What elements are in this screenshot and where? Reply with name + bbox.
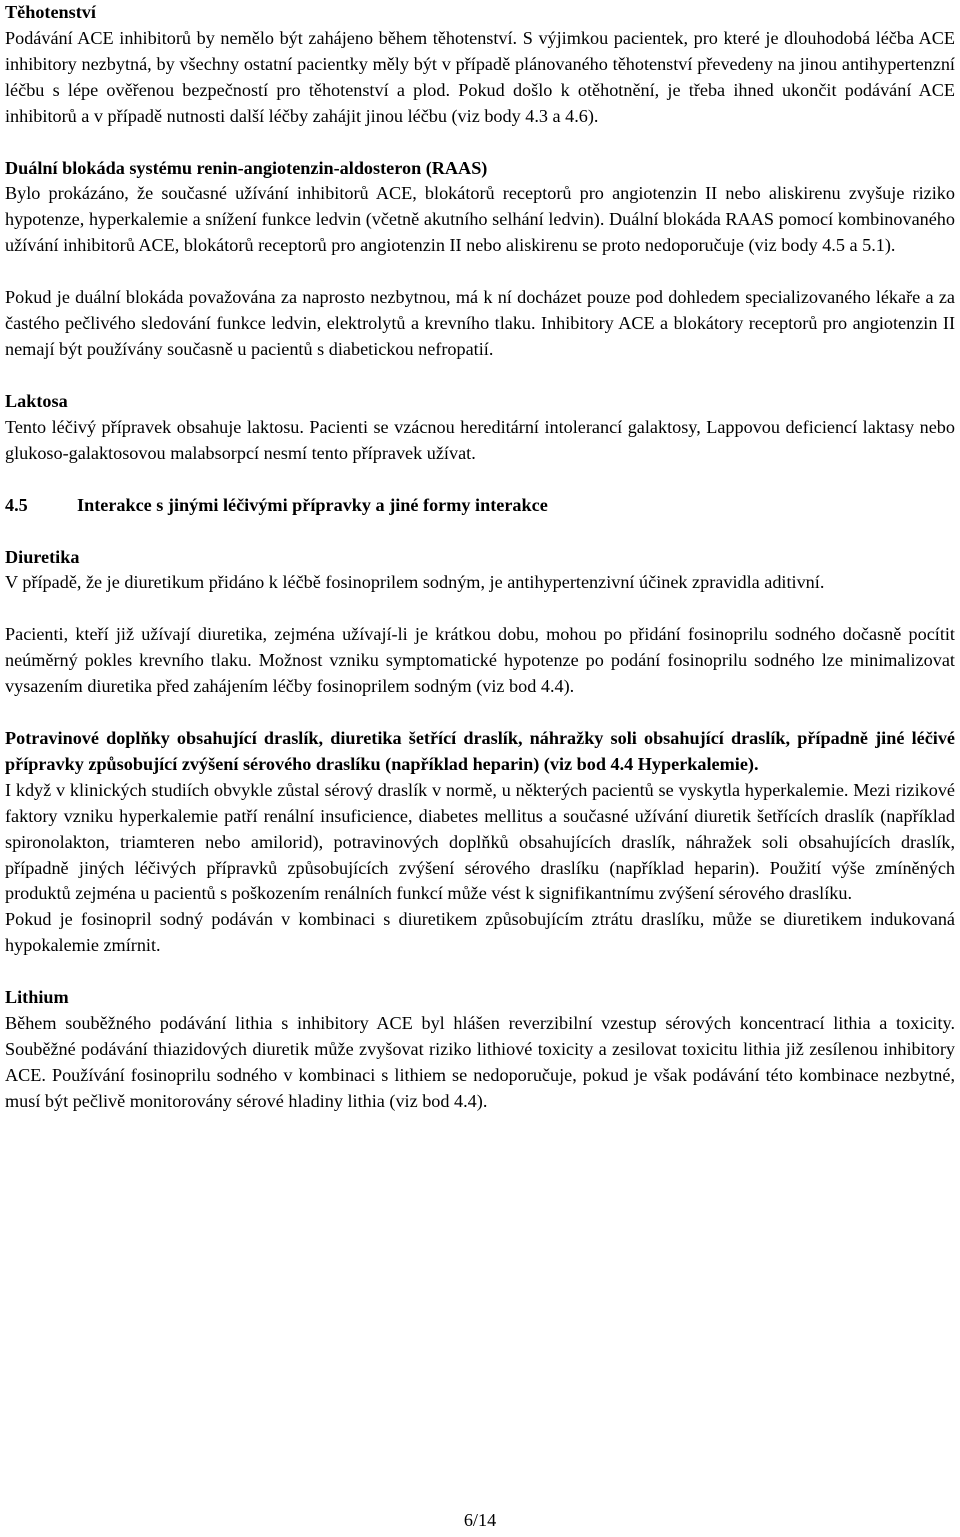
section-title: Interakce s jinými léčivými přípravky a jiné formy interakce (77, 494, 548, 515)
raas-paragraph-2: Pokud je duální blokáda považována za naprosto nezbytnou, má k ní docházet pouze pod dohledem specializovaného lékaře a za častého pečlivého sledování funkce ledvin, elektrolytů a krevního tlaku. Inhibitory ACE a blokátory receptorů pro angiotenzin II nemají být používány současně u pacientů s diabetickou nefropatií. (5, 287, 955, 359)
pregnancy-paragraph: Podávání ACE inhibitorů by nemělo být zahájeno během těhotenství. S výjimkou pacientek, pro které je dlouhodobá léčba ACE inhibitory nezbytná, by všechny ostatní pacientky měly být v případě plánovaného těhotenství převedeny na jinou antihypertenzní léčbu s lépe ověřenou bezpečností pro těhotenství a plod. Pokud došlo k otěhotnění, je třeba ihned ukončit podávání ACE inhibitorů a v případě nutnosti další léčby zahájit jinou léčbu (viz body 4.3 a 4.6). (5, 27, 955, 126)
pregnancy-heading: Těhotenství (5, 2, 96, 22)
page-number: 6/14 (463, 1510, 497, 1530)
raas-paragraph-1: Bylo prokázáno, že současné užívání inhibitorů ACE, blokátorů receptorů pro angiotenzin II nebo aliskirenu zvyšuje riziko hypotenze, hyperkalemie a snížení funkce ledvin (včetně akutního selhání ledvin). Duální blokáda RAAS pomocí kombinovaného užívání inhibitorů ACE, blokátorů receptorů pro angiotenzin II nebo aliskirenu se proto nedoporučuje (viz body 4.5 a 5.1). (5, 183, 955, 256)
section-heading (5, 493, 955, 519)
lithium-paragraph: Během souběžného podávání lithia s inhibitory ACE byl hlášen reverzibilní vzestup sérových koncentrací lithia a toxicity. Souběžné podávání thiazidových diuretik může zvyšovat riziko lithiové toxicity a zesilovat toxicitu lithia již zesílenou inhibitory ACE. Používání fosinoprilu sodného v kombinaci s lithiem se nedoporučuje, pokud je však podávání této kombinace nezbytné, musí být pečlivě monitorovány sérové hladiny lithia (viz bod 4.4). (5, 1013, 955, 1111)
lactose-paragraph: Tento léčivý přípravek obsahuje laktosu. Pacienti se vzácnou hereditární intolerancí galaktosy, Lappovou deficiencí laktasy nebo glukoso-galaktosovou malabsorpcí nesmí tento přípravek užívat. (5, 416, 955, 463)
lactose-heading: Laktosa (5, 390, 68, 411)
section-number: 4.5 (5, 494, 28, 515)
diuretics-paragraph-1: V případě, že je diuretikum přidáno k léčbě fosinoprilem sodným, je antihypertenzivní účinek zpravidla aditivní. (5, 572, 825, 593)
potassium-heading: Potravinové doplňky obsahující draslík, diuretika šetřící draslík, náhražky soli obsahující draslík, případně jiné léčivé přípravky způsobující zvýšení sérového draslíku (například heparin) (viz bod 4.4 Hyperkalemie). (5, 728, 955, 774)
lithium-heading: Lithium (5, 987, 69, 1008)
potassium-paragraph-2: Pokud je fosinopril sodný podáván v kombinaci s diuretikem způsobujícím ztrátu draslíku, může se diuretikem indukovaná hypokalemie zmírnit. (5, 909, 955, 956)
diuretics-paragraph-2: Pacienti, kteří již užívají diuretika, zejména užívají-li je krátkou dobu, mohou po přidání fosinoprilu sodného dočasně pocítit neúměrný pokles krevního tlaku. Možnost vzniku symptomatické hypotenze po podání fosinoprilu sodného lze minimalizovat vysazením diuretika před zahájením léčby fosinoprilem sodným (viz bod 4.4). (5, 624, 955, 697)
potassium-paragraph-1: I když v klinických studiích obvykle zůstal sérový draslík v normě, u některých pacientů se vyskytla hyperkalemie. Mezi rizikové faktory vzniku hyperkalemie patří renální insuficience, diabetes mellitus a současné užívání diuretik šetřících draslík (například spironolakton, triamteren nebo amilorid), potravinových doplňků obsahujících draslík, náhražek soli obsahujících draslík, případně jiných léčivých přípravků způsobujících zvýšení sérového draslíku (například heparin). Použití výše zmíněných produktů zejména u pacientů s poškozením renálních funkcí může vést k signifikantnímu zvýšení sérového draslíku. (5, 779, 955, 904)
document-page (5, 0, 955, 1115)
diuretics-heading: Diuretika (5, 546, 80, 567)
raas-heading: Duální blokáda systému renin-angiotenzin-aldosteron (RAAS) (5, 157, 488, 178)
